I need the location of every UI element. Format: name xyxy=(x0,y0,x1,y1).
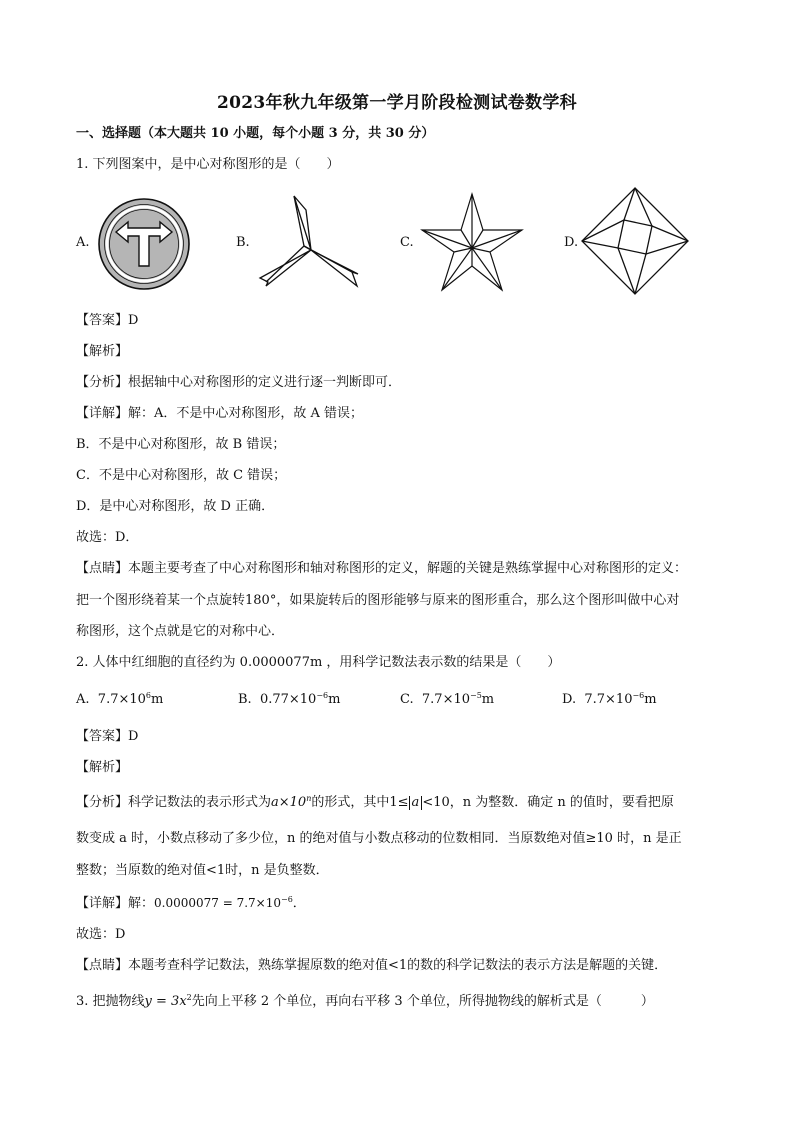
q1-xiangjie: 【详解】解：A．不是中心对称图形，故 A 错误； xyxy=(76,406,364,421)
q2-option-a xyxy=(76,692,163,708)
q2-fenxi-2: 数变成 a 时，小数点移动了多少位，n 的绝对值与小数点移动的位数相同．当原数绝对值≥10 时，n 是正 xyxy=(76,831,682,846)
question-2-stem: 2. 人体中红细胞的直径约为 0.0000077m ，用科学记数法表示数的结果是（ ） xyxy=(76,655,561,670)
q3-stem-suffix: 先向上平移 2 个单位，再向右平移 3 个单位，所得抛物线的解析式是（ ） xyxy=(191,994,654,1009)
q3-stem-prefix: 3. 把抛物线 xyxy=(76,994,145,1009)
q2-xiangjie xyxy=(76,895,306,912)
q2-xiangjie-expr: 0.0000077 = 7.7×10 xyxy=(154,896,281,910)
star-figure xyxy=(418,190,526,296)
q2-option-d-exp: −6 xyxy=(632,691,645,700)
q2-option-b-unit: m xyxy=(328,692,341,707)
q2-option-b-label: B. xyxy=(238,692,252,707)
option-d-label: D. xyxy=(564,235,579,250)
q1-line-c: C．不是中心对称图形，故 C 错误； xyxy=(76,468,287,483)
q2-option-a-base: 7.7×10 xyxy=(97,692,146,707)
question-1-stem: 1. 下列图案中，是中心对称图形的是（ ） xyxy=(76,157,340,172)
option-b-label: B. xyxy=(236,235,250,250)
q2-option-c-label: C. xyxy=(400,692,414,707)
q1-line-b: B．不是中心对称图形，故 B 错误； xyxy=(76,437,286,452)
q2-fenxi-1a: 【分析】科学记数法的表示形式为 xyxy=(76,795,272,810)
q2-option-b-exp: −6 xyxy=(316,691,329,700)
q2-fenxi-ineq-right: <10 xyxy=(422,795,450,810)
option-a-label: A. xyxy=(76,235,90,250)
page-title: 2023年秋九年级第一学月阶段检测试卷数学科 xyxy=(217,93,577,113)
q2-analysis-heading: 【解析】 xyxy=(76,760,129,775)
q1-fenxi: 【分析】根据轴中心对称图形的定义进行逐一判断即可． xyxy=(76,375,402,390)
q2-option-a-label: A. xyxy=(76,692,90,707)
q2-choose: 故选：D xyxy=(76,927,126,942)
q1-dianjing-3: 称图形，这个点就是它的对称中心． xyxy=(76,624,285,639)
q2-option-a-unit: m xyxy=(151,692,164,707)
q2-fenxi-form: a×10 xyxy=(271,795,307,810)
square-pinwheel-figure xyxy=(580,186,690,296)
q1-dianjing-2: 把一个图形绕着某一个点旋转180°，如果旋转后的图形能够与原来的图形重合，那么这个图形叫做中心对 xyxy=(76,593,680,608)
q2-fenxi-1c: ，n 为整数．确定 n 的值时，要看把原 xyxy=(449,795,674,810)
q2-option-b xyxy=(238,692,340,708)
q2-fenxi-abs: a xyxy=(411,795,420,810)
section-heading: 一、选择题（本大题共 10 小题，每个小题 3 分，共 30 分） xyxy=(76,126,435,141)
q2-fenxi-1 xyxy=(76,795,674,811)
q2-fenxi-ineq-left: 1≤ xyxy=(389,795,409,810)
q2-option-c-unit: m xyxy=(481,692,495,707)
traffic-sign-figure xyxy=(96,196,192,292)
pinwheel-figure xyxy=(254,190,360,296)
q2-option-d xyxy=(562,692,657,708)
q1-dianjing-1: 【点睛】本题主要考查了中心对称图形和轴对称图形的定义，解题的关键是熟练掌握中心对称图形的定义： xyxy=(76,561,688,576)
q2-option-d-unit: m xyxy=(644,692,657,707)
q1-choose: 故选：D． xyxy=(76,530,139,545)
q2-answer: 【答案】D xyxy=(76,729,139,744)
q2-option-d-label: D. xyxy=(562,692,577,707)
q2-option-b-base: 0.77×10 xyxy=(259,692,317,707)
q3-stem-equation: y = 3x xyxy=(144,994,187,1009)
q2-option-c xyxy=(400,692,494,708)
q2-fenxi-form-exp: n xyxy=(306,794,312,803)
q2-option-c-exp: −5 xyxy=(470,691,482,700)
q1-line-d: D．是中心对称图形，故 D 正确． xyxy=(76,499,275,514)
q2-option-c-base: 7.7×10 xyxy=(421,692,470,707)
q2-fenxi-3: 整数；当原数的绝对值<1时，n 是负整数． xyxy=(76,863,329,878)
q2-xiangjie-exp: −6 xyxy=(281,895,293,904)
option-c-label: C. xyxy=(400,235,414,250)
q2-option-a-exp: 6 xyxy=(145,691,151,700)
q2-xiangjie-end: ． xyxy=(292,896,306,911)
q1-analysis-heading: 【解析】 xyxy=(76,344,129,359)
q2-fenxi-1b: 的形式，其中 xyxy=(311,795,390,810)
q3-stem-exp: 2 xyxy=(186,993,192,1002)
q2-option-d-base: 7.7×10 xyxy=(584,692,633,707)
question-3-stem xyxy=(76,994,654,1010)
q2-xiangjie-prefix: 【详解】解： xyxy=(76,896,155,911)
q2-dianjing: 【点睛】本题考查科学记数法，熟练掌握原数的绝对值<1的数的科学记数法的表示方法是解题的关键． xyxy=(76,958,668,973)
q1-answer: 【答案】D xyxy=(76,313,139,328)
